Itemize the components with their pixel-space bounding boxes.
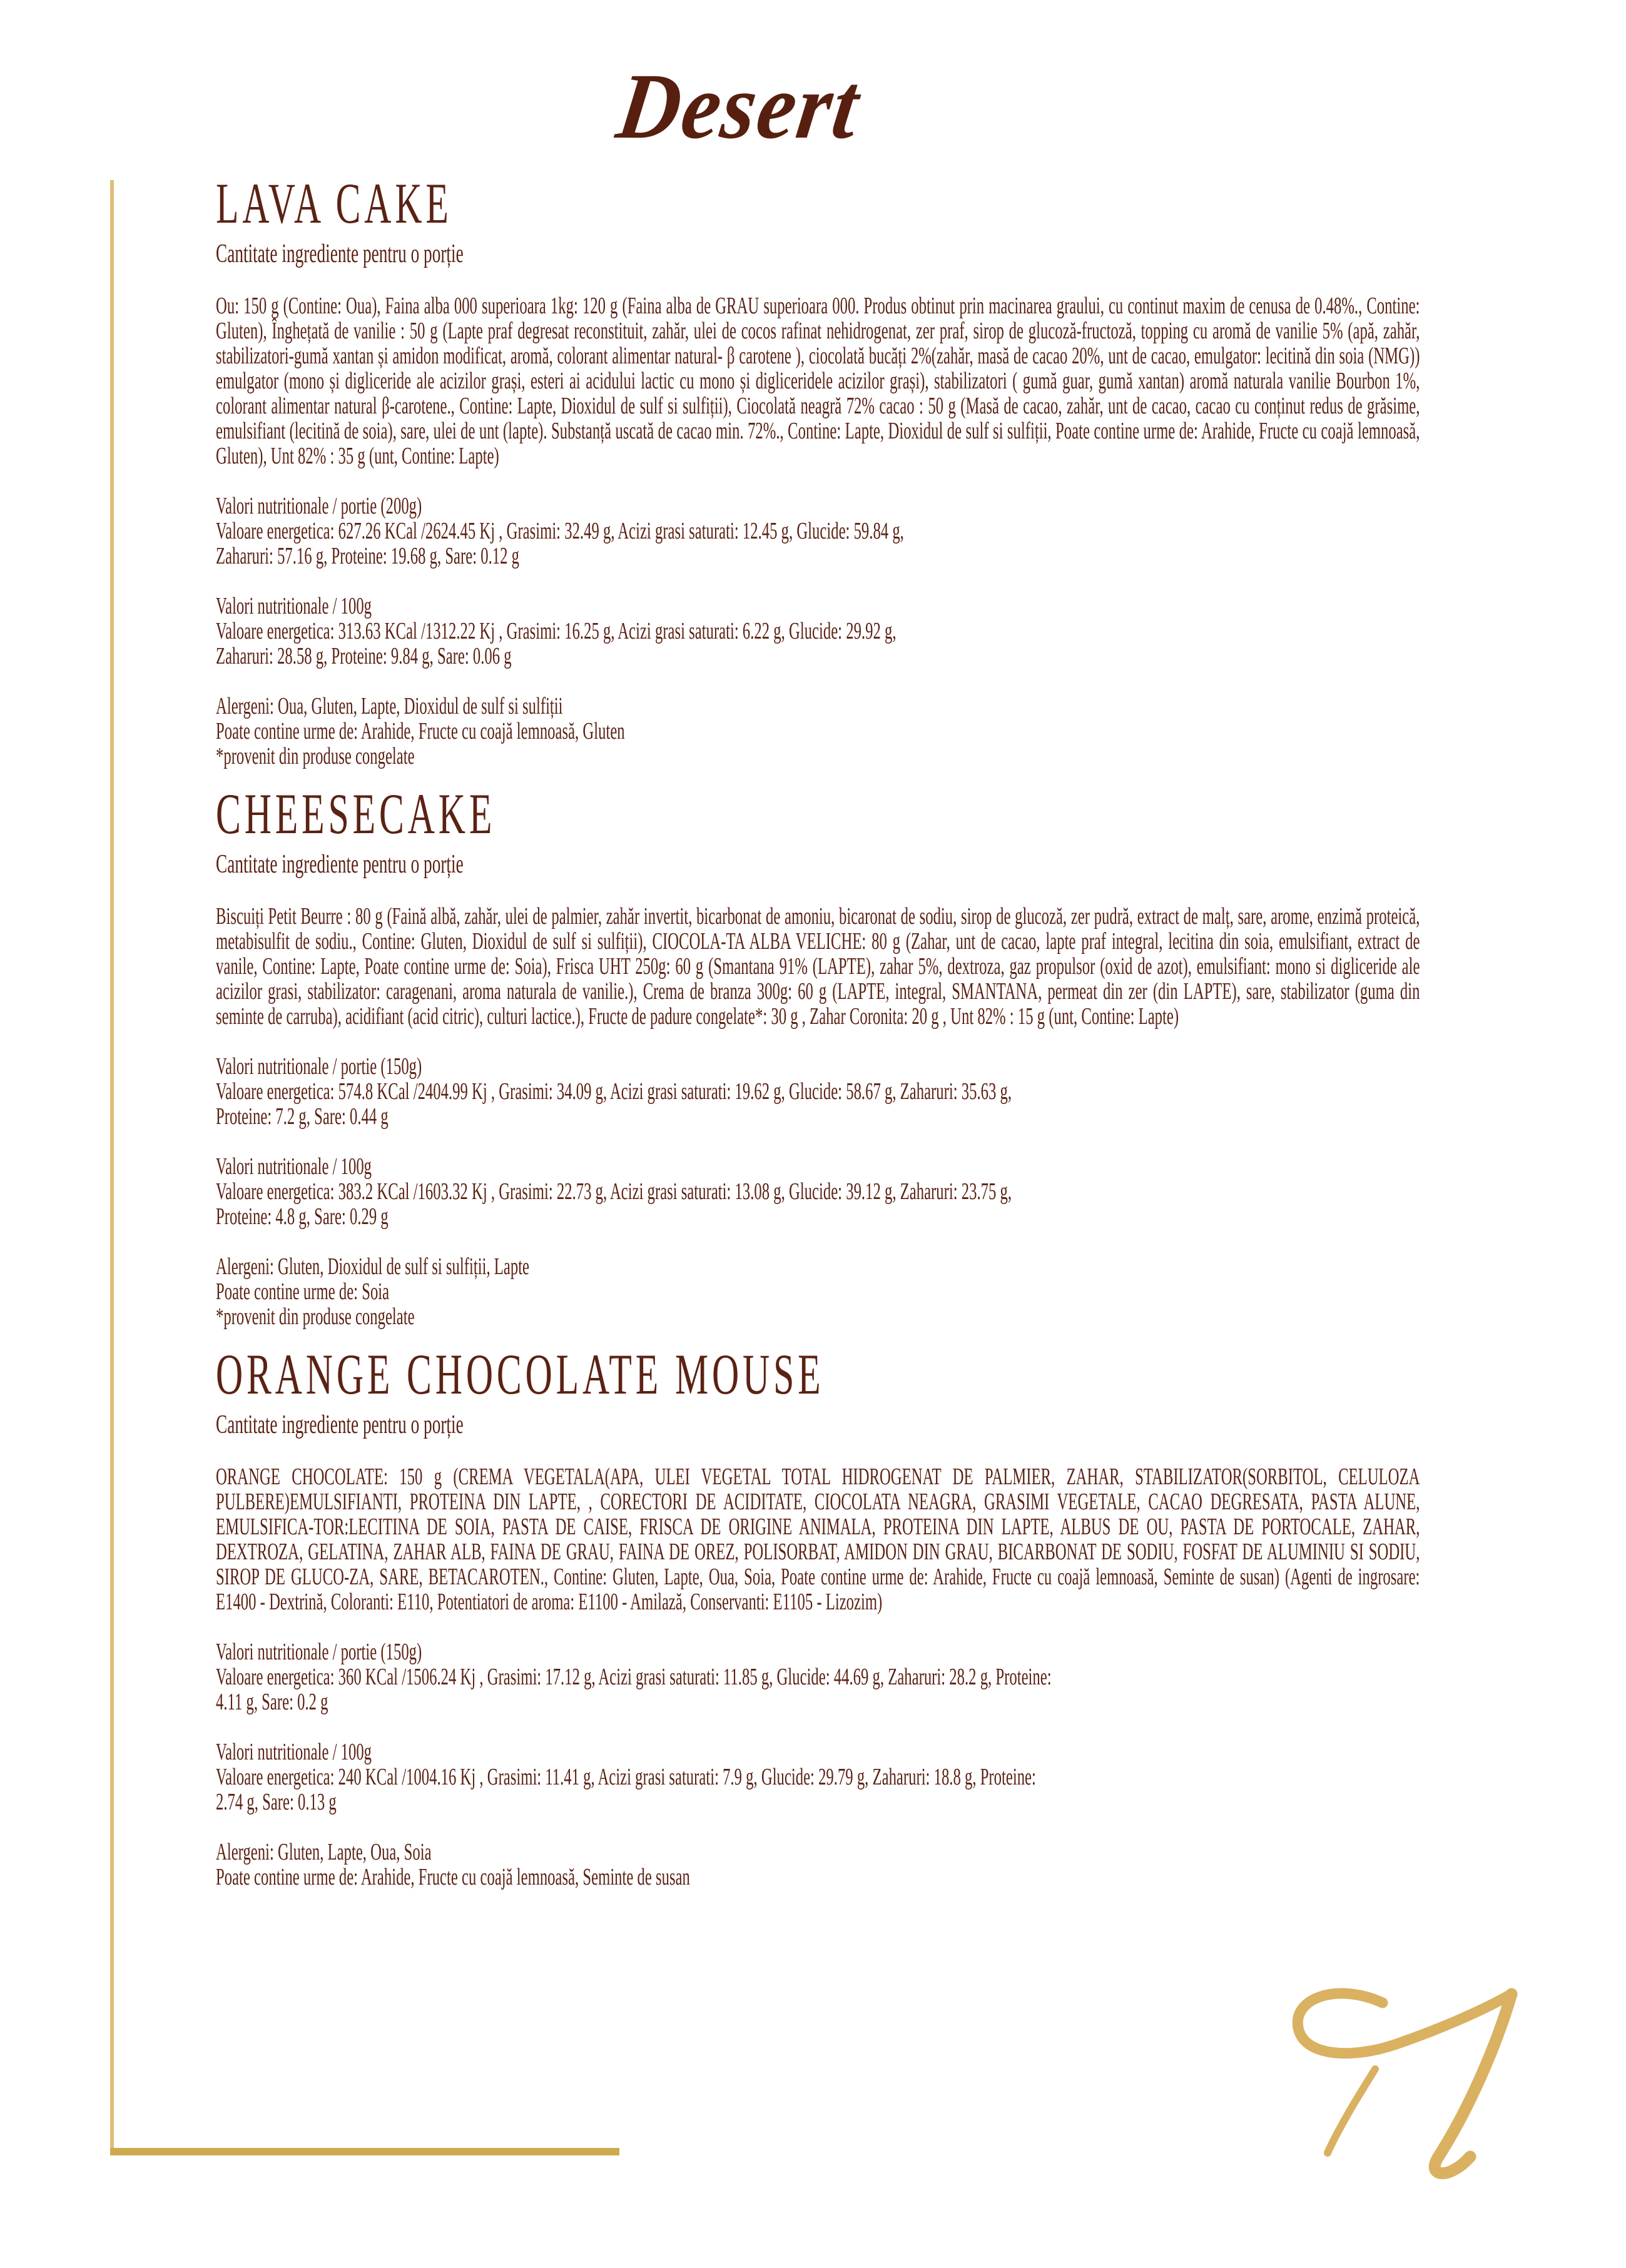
nutrition-portion-block [216, 494, 1420, 569]
nutrition-portion-block [216, 1639, 1420, 1714]
nutrition-line: Valoare energetica: 313.63 KCal /1312.22 Kj , Grasimi: 16.25 g, Acizi grasi saturati: 6.22 g, Glucide: 29.92 g, [216, 618, 897, 644]
nutrition-line: Zaharuri: 57.16 g, Proteine: 19.68 g, Sare: 0.12 g [216, 543, 519, 569]
allergens-block [216, 1840, 1420, 1890]
ingredients-text: Ou: 150 g (Contine: Oua), Faina alba 000 superioara 1kg: 120 g (Faina alba de GRAU superioara 000. Produs obtinut prin macinarea graului, cu continut maxim de cenusa de 0.48%., Contine: Gluten), Înghețată de vanilie : 50 g (Lapte praf degresat reconstituit, zahăr, ulei de cocos rafinat nehidrogenat, zer praf, sirop de glucoză-fructoză, topping cu aromă de vanilie 5% (apă, zahăr, stabilizatori-gumă xantan și amidon modificat, aromă, colorant alimentar natural- β carotene ), ciocolată bucăți 2%(zahăr, masă de cacao 20%, unt de cacao, emulgator: lecitină din soia (NMG)) emulgator (mono și digliceride ale acizilor grași, esteri ai acidului lactic cu mono și digliceridele acizilor grași), stabilizatori ( gumă guar, gumă xantan) aromă naturala vanilie Bourbon 1%, colorant alimentar natural β-carotene., Contine: Lapte, Dioxidul de sulf si sulfiții), Ciocolată neagră 72% cacao : 50 g (Masă de cacao, zahăr, unt de cacao, cacao cu conținut redus de grăsime, emulsifiant (lecitină de soia), sare, ulei de unt (lapte). Substanță uscată de cacao min. 72%., Contine: Lapte, Dioxidul de sulf si sulfiții, Poate contine urme de: Arahide, Fructe cu coajă lemnoasă, Gluten), Unt 82% : 35 g (unt, Contine: Lapte) [216, 293, 1420, 469]
allergens-block [216, 1254, 1420, 1329]
nutrition-portion-block [216, 1054, 1420, 1129]
section-cheesecake [216, 784, 1420, 1329]
nutrition-line: Proteine: 4.8 g, Sare: 0.29 g [216, 1203, 389, 1230]
bottom-border-line [110, 2148, 619, 2155]
nutrition-line: 4.11 g, Sare: 0.2 g [216, 1689, 328, 1715]
nutrition-label: Valori nutritionale / portie (150g) [216, 1639, 422, 1665]
nutrition-line: Valoare energetica: 383.2 KCal /1603.32 Kj , Grasimi: 22.73 g, Acizi grasi saturati: 13.08 g, Glucide: 39.12 g, Zaharuri: 23.75 g, [216, 1178, 1012, 1205]
section-title: LAVA CAKE [216, 171, 452, 235]
nutrition-line: 2.74 g, Sare: 0.13 g [216, 1789, 337, 1815]
allergen-line: Poate contine urme de: Soia [216, 1278, 390, 1305]
nutrition-label: Valori nutritionale / 100g [216, 1739, 372, 1765]
allergen-line: Poate contine urme de: Arahide, Fructe cu coajă lemnoasă, Seminte de susan [216, 1864, 690, 1890]
nutrition-line: Proteine: 7.2 g, Sare: 0.44 g [216, 1103, 389, 1130]
nutrition-label: Valori nutritionale / 100g [216, 593, 372, 619]
nutrition-label: Valori nutritionale / portie (150g) [216, 1053, 422, 1080]
allergens-block [216, 694, 1420, 769]
nutrition-line: Valoare energetica: 240 KCal /1004.16 Kj , Grasimi: 11.41 g, Acizi grasi saturati: 7.9 g, Glucide: 29.79 g, Zaharuri: 18.8 g, Proteine: [216, 1764, 1036, 1790]
section-lava-cake [216, 173, 1420, 769]
nutrition-100g-block [216, 1154, 1420, 1229]
ingredients-text: Biscuiți Petit Beurre : 80 g (Faină albă, zahăr, ulei de palmier, zahăr invertit, bicarbonat de amoniu, bicaronat de sodiu, sirop de glucoză, zer pudră, extract de malț, sare, arome, enzimă proteică, metabisulfit de sodiu., Contine: Gluten, Dioxidul de sulf si sulfiții), CIOCOLA-TA ALBA VELICHE: 80 g (Zahar, unt de cacao, lapte praf integral, lecitina din soia, emulsifiant, extract de vanile, Contine: Lapte, Poate contine urme de: Soia), Frisca UHT 250g: 60 g (Smantana 91% (LAPTE), zahar 5%, dextroza, gaz propulsor (oxid de azot), emulsifiant: mono si digliceride ale acizilor grasi, stabilizator: caragenani, aroma naturala de vanilie.), Crema de branza 300g: 60 g (LAPTE, integral, SMANTANA, permeat din zer (din LAPTE), sare, stabilizator (guma din seminte de carruba), acidifiant (acid citric), culturi lactice.), Fructe de padure congelate*: 30 g , Zahar Coronita: 20 g , Unt 82% : 15 g (unt, Contine: Lapte) [216, 903, 1420, 1030]
menu-title: Desert [611, 54, 866, 158]
brand-flourish-icon [1276, 1970, 1539, 2208]
section-title: CHEESECAKE [216, 782, 496, 846]
allergen-line: *provenit din produse congelate [216, 743, 415, 769]
nutrition-label: Valori nutritionale / portie (200g) [216, 493, 422, 519]
nutrition-line: Valoare energetica: 360 KCal /1506.24 Kj , Grasimi: 17.12 g, Acizi grasi saturati: 11.85 g, Glucide: 44.69 g, Zaharuri: 28.2 g, Proteine: [216, 1664, 1052, 1690]
portion-note: Cantitate ingrediente pentru o porție [216, 240, 464, 268]
section-title: ORANGE CHOCOLATE MOUSE [216, 1342, 825, 1406]
ingredients-text: ORANGE CHOCOLATE: 150 g (CREMA VEGETALA(APA, ULEI VEGETAL TOTAL HIDROGENAT DE PALMIER, ZAHAR, STABILIZATOR(SORBITOL, CELULOZA PULBERE)EMULSIFIANTI, PROTEINA DIN LAPTE, , CORECTORI DE ACIDITATE, CIOCOLATA NEAGRA, GRASIMI VEGETALE, CACAO DEGRESATA, PASTA ALUNE, EMULSIFICA-TOR:LECITINA DE SOIA, PASTA DE CAISE, FRISCA DE ORIGINE ANIMALA, PROTEINA DIN LAPTE, ALBUS DE OU, PASTA DE PORTOCALE, ZAHAR, DEXTROZA, GELATINA, ZAHAR ALB, FAINA DE GRAU, FAINA DE OREZ, POLISORBAT, AMIDON DIN GRAU, BICARBONAT DE SODIU, FOSFAT DE ALUMINIU SI SODIU, SIROP DE GLUCO-ZA, SARE, BETACAROTEN., Contine: Gluten, Lapte, Oua, Soia, Poate contine urme de: Arahide, Fructe cu coajă lemnoasă, Seminte de susan) (Agenti de ingrosare: E1400 - Dextrină, Coloranti: E110, Potentiatori de aroma: E1100 - Amilază, Conservanti: E1105 - Lizozim) [216, 1464, 1420, 1615]
nutrition-line: Valoare energetica: 627.26 KCal /2624.45 Kj , Grasimi: 32.49 g, Acizi grasi saturati: 12.45 g, Glucide: 59.84 g, [216, 518, 904, 544]
portion-note: Cantitate ingrediente pentru o porție [216, 850, 464, 879]
section-orange-chocolate-mouse [216, 1344, 1420, 1890]
portion-note: Cantitate ingrediente pentru o porție [216, 1410, 464, 1439]
nutrition-label: Valori nutritionale / 100g [216, 1153, 372, 1180]
allergen-line: Alergeni: Gluten, Lapte, Oua, Soia [216, 1839, 432, 1865]
allergen-line: Alergeni: Oua, Gluten, Lapte, Dioxidul de sulf si sulfiții [216, 693, 563, 719]
menu-content [216, 55, 1420, 1890]
nutrition-100g-block [216, 1739, 1420, 1815]
allergen-line: *provenit din produse congelate [216, 1304, 415, 1330]
nutrition-line: Valoare energetica: 574.8 KCal /2404.99 Kj , Grasimi: 34.09 g, Acizi grasi saturati: 19.62 g, Glucide: 58.67 g, Zaharuri: 35.63 g, [216, 1078, 1012, 1105]
allergen-line: Poate contine urme de: Arahide, Fructe cu coajă lemnoasă, Gluten [216, 718, 625, 744]
allergen-line: Alergeni: Gluten, Dioxidul de sulf si sulfiții, Lapte [216, 1253, 530, 1280]
nutrition-line: Zaharuri: 28.58 g, Proteine: 9.84 g, Sare: 0.06 g [216, 643, 512, 669]
nutrition-100g-block [216, 594, 1420, 669]
left-border-line [110, 180, 114, 2149]
